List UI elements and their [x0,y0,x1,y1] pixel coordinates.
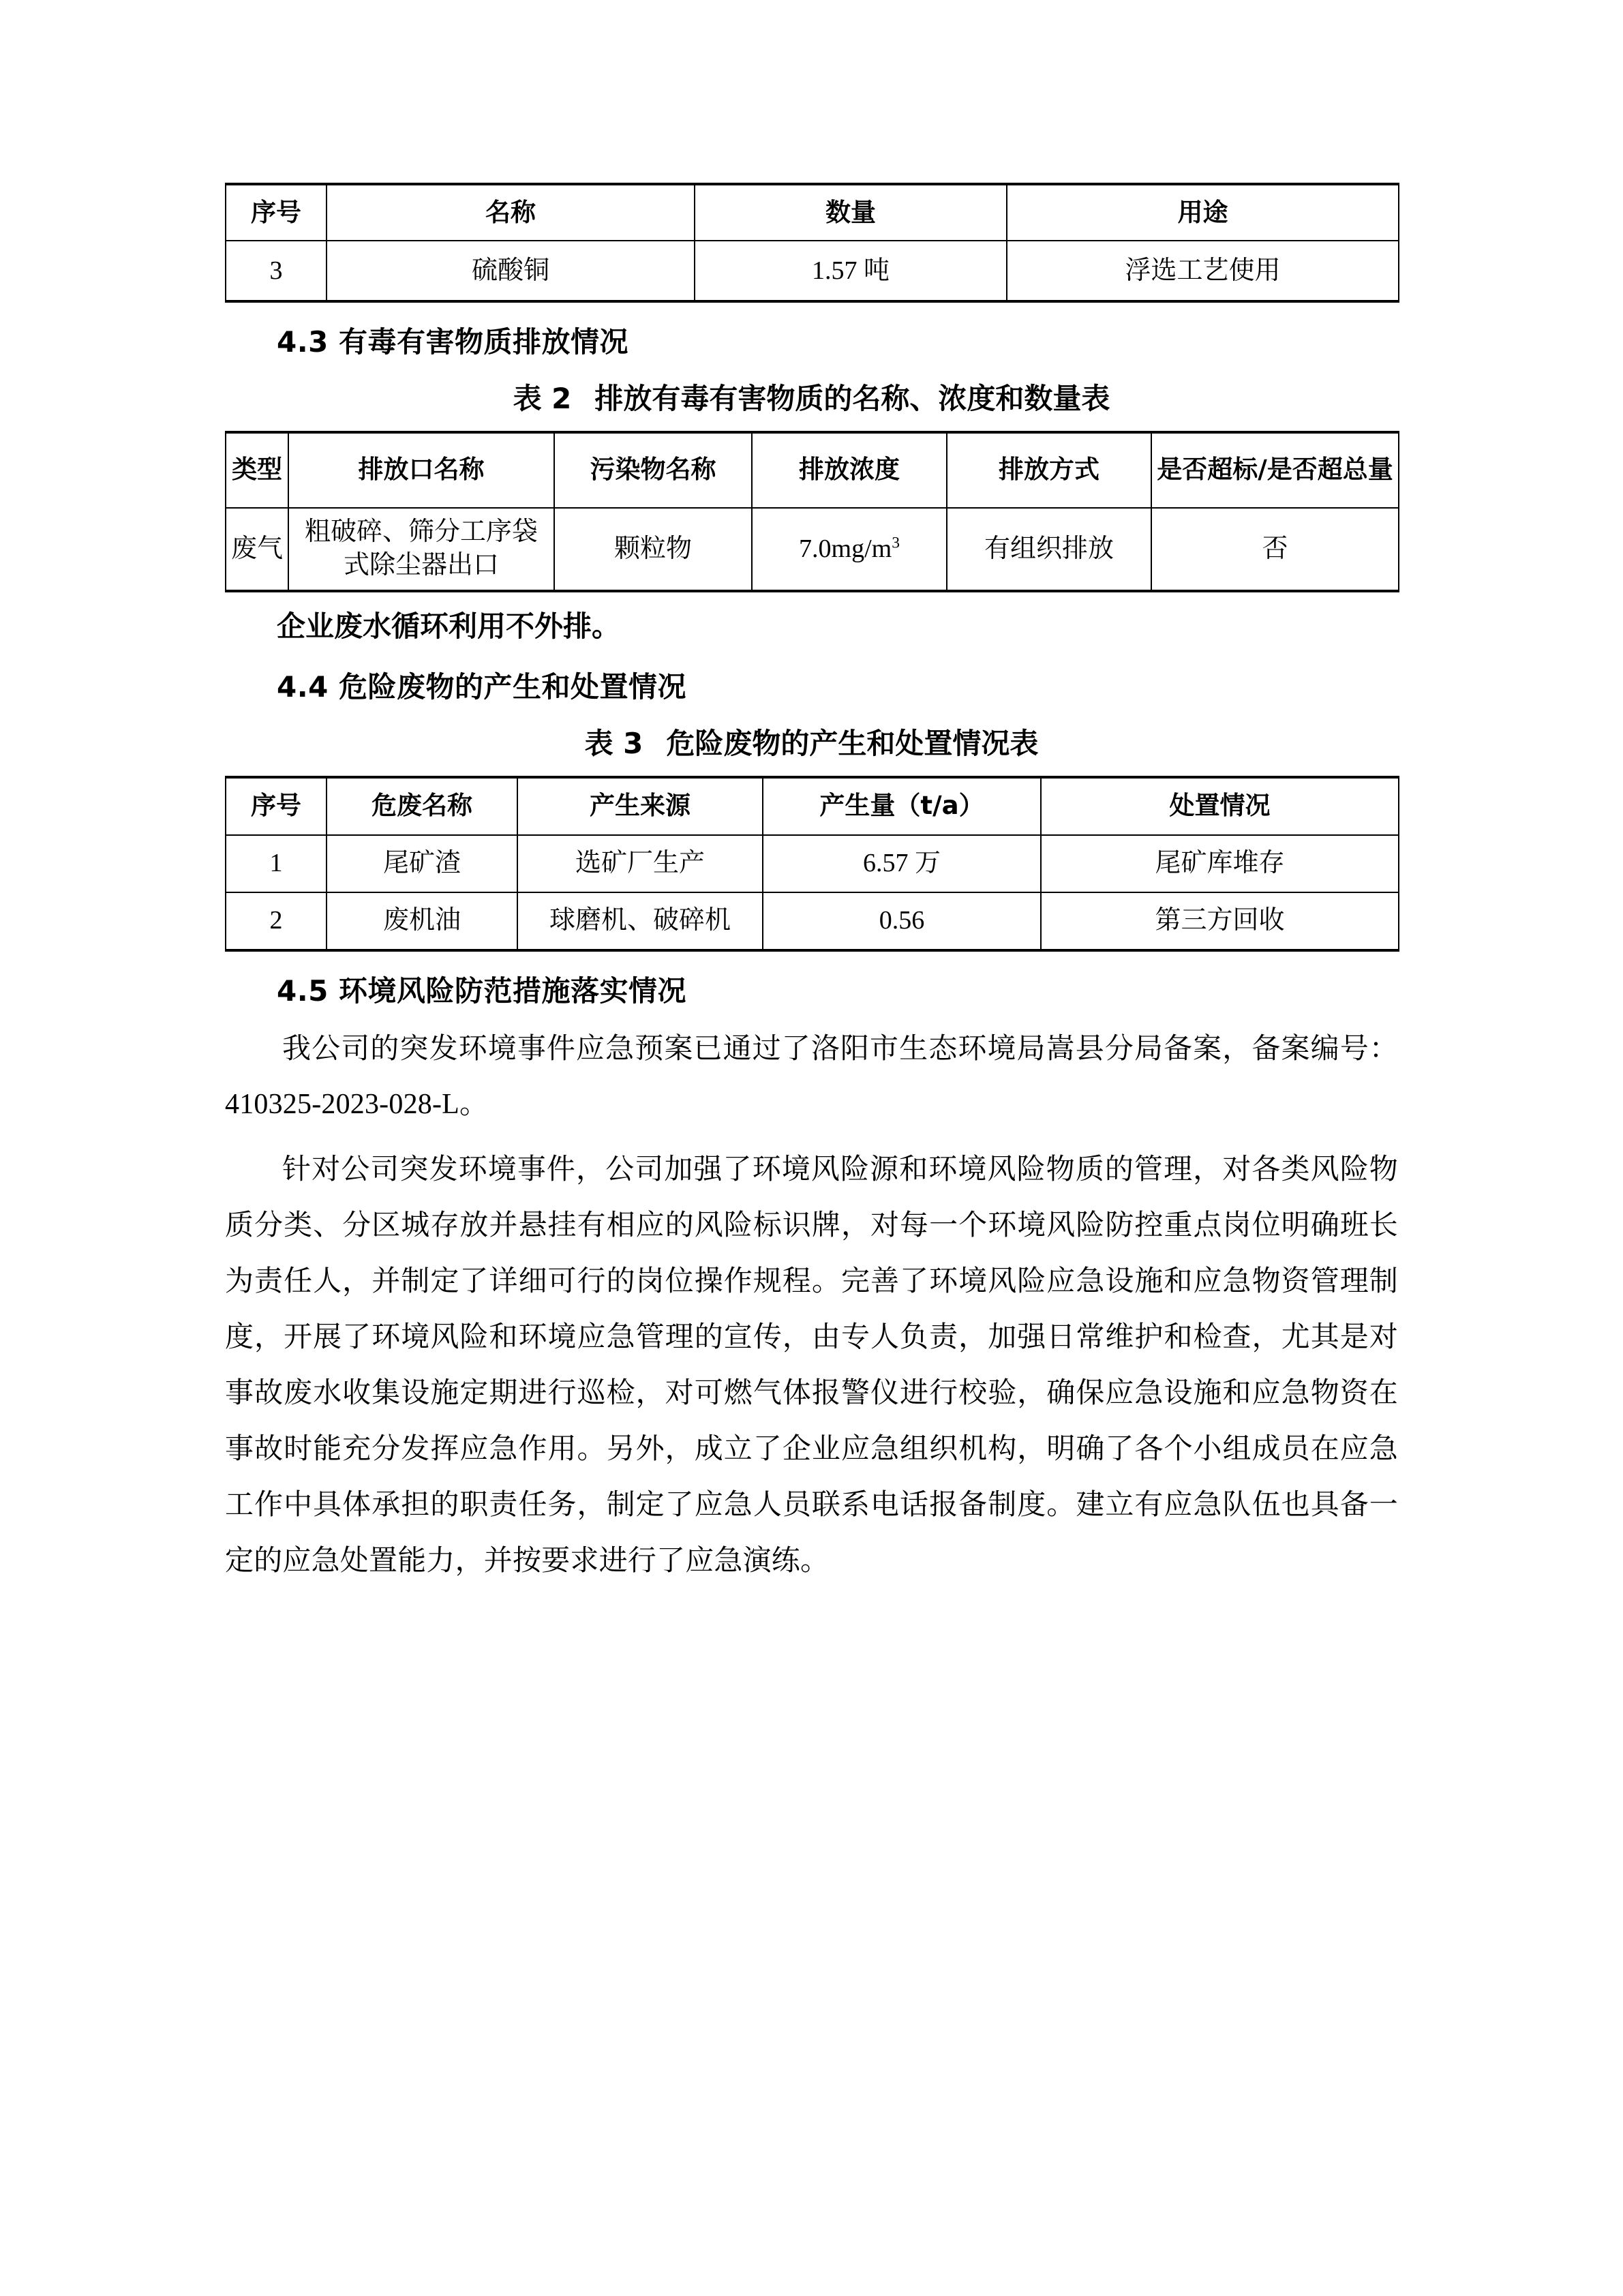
table-row [226,508,1399,591]
table-row [226,241,1399,301]
table1-header-quantity: 数量 [695,184,1007,241]
table3-cell-seq: 2 [226,892,327,950]
table-raw-materials [225,183,1399,303]
table1-header-seq: 序号 [226,184,327,241]
table-pollutant-discharge [225,431,1399,592]
table1-cell-quantity: 1.57 吨 [695,241,1007,301]
table-row [226,835,1399,892]
table-row [226,184,1399,241]
table1-cell-name: 硫酸铜 [327,241,695,301]
paragraph-emergency-plan-record: 我公司的突发环境事件应急预案已通过了洛阳市生态环境局嵩县分局备案，备案编号：410325-2023-028-L。 [225,1033,1398,1121]
heading-4-3: 4.3 有毒有害物质排放情况 [277,325,629,359]
table3-header-seq: 序号 [226,777,327,835]
caption-table-2-label: 表 2 [513,382,572,415]
table-row [226,432,1399,508]
table3-cell-waste-name: 废机油 [327,892,517,950]
table2-header-exceeded: 是否超标/是否超总量 [1151,432,1399,508]
heading-4-4: 4.4 危险废物的产生和处置情况 [277,669,687,704]
table3-cell-waste-name: 尾矿渣 [327,835,517,892]
table2-cell-exceeded: 否 [1151,508,1399,591]
table-hazardous-waste [225,776,1399,952]
table2-header-pollutant: 污染物名称 [554,432,752,508]
table3-cell-source: 选矿厂生产 [517,835,763,892]
table3-cell-disposal: 尾矿库堆存 [1041,835,1399,892]
table3-header-amount: 产生量（t/a） [763,777,1041,835]
caption-table-3-label: 表 3 [584,726,643,760]
table3-cell-amount: 6.57 万 [763,835,1041,892]
concentration-value: 7.0mg/m [799,534,892,564]
table3-cell-seq: 1 [226,835,327,892]
paragraph-risk-management-measures: 针对公司突发环境事件，公司加强了环境风险源和环境风险物质的管理，对各类风险物质分类、分区城存放并悬挂有相应的风险标识牌，对每一个环境风险防控重点岗位明确班长为责任人，并制定了详细可行的岗位操作规程。完善了环境风险应急设施和应急物资管理制度，开展了环境风险和环境应急管理的宣传，由专人负责，加强日常维护和检查，尤其是对事故废水收集设施定期进行巡检，对可燃气体报警仪进行校验，确保应急设施和应急物资在事故时能充分发挥应急作用。另外，成立了企业应急组织机构，明确了各个小组成员在应急工作中具体承担的职责任务，制定了应急人员联系电话报备制度。建立有应急队伍也具备一定的应急处置能力，并按要求进行了应急演练。 [225,1154,1398,1577]
caption-table-2 [225,378,1398,420]
table1-cell-seq: 3 [226,241,327,301]
caption-table-3 [225,723,1398,765]
table2-header-outlet: 排放口名称 [288,432,554,508]
heading-4-5: 4.5 环境风险防范措施落实情况 [277,973,687,1008]
caption-table-2-title: 排放有毒有害物质的名称、浓度和数量表 [594,382,1110,415]
table3-cell-disposal: 第三方回收 [1041,892,1399,950]
concentration-exponent: 3 [892,534,900,552]
table3-header-disposal: 处置情况 [1041,777,1399,835]
table-row [226,892,1399,950]
table2-cell-type: 废气 [226,508,288,591]
note-wastewater: 企业废水循环利用不外排。 [277,609,621,643]
table2-cell-concentration [752,508,947,591]
caption-table-3-title: 危险废物的产生和处置情况表 [666,726,1039,760]
table3-cell-amount: 0.56 [763,892,1041,950]
table2-cell-pollutant: 颗粒物 [554,508,752,591]
table2-header-type: 类型 [226,432,288,508]
table1-header-name: 名称 [327,184,695,241]
table3-header-waste-name: 危废名称 [327,777,517,835]
table1-cell-usage: 浮选工艺使用 [1007,241,1399,301]
table1-header-usage: 用途 [1007,184,1399,241]
table-row [226,777,1399,835]
table2-cell-outlet: 粗破碎、筛分工序袋式除尘器出口 [288,508,554,591]
table2-cell-discharge-mode: 有组织排放 [947,508,1151,591]
page-content [225,183,1398,1589]
table3-header-source: 产生来源 [517,777,763,835]
table2-header-concentration: 排放浓度 [752,432,947,508]
table3-cell-source: 球磨机、破碎机 [517,892,763,950]
table2-header-discharge-mode: 排放方式 [947,432,1151,508]
